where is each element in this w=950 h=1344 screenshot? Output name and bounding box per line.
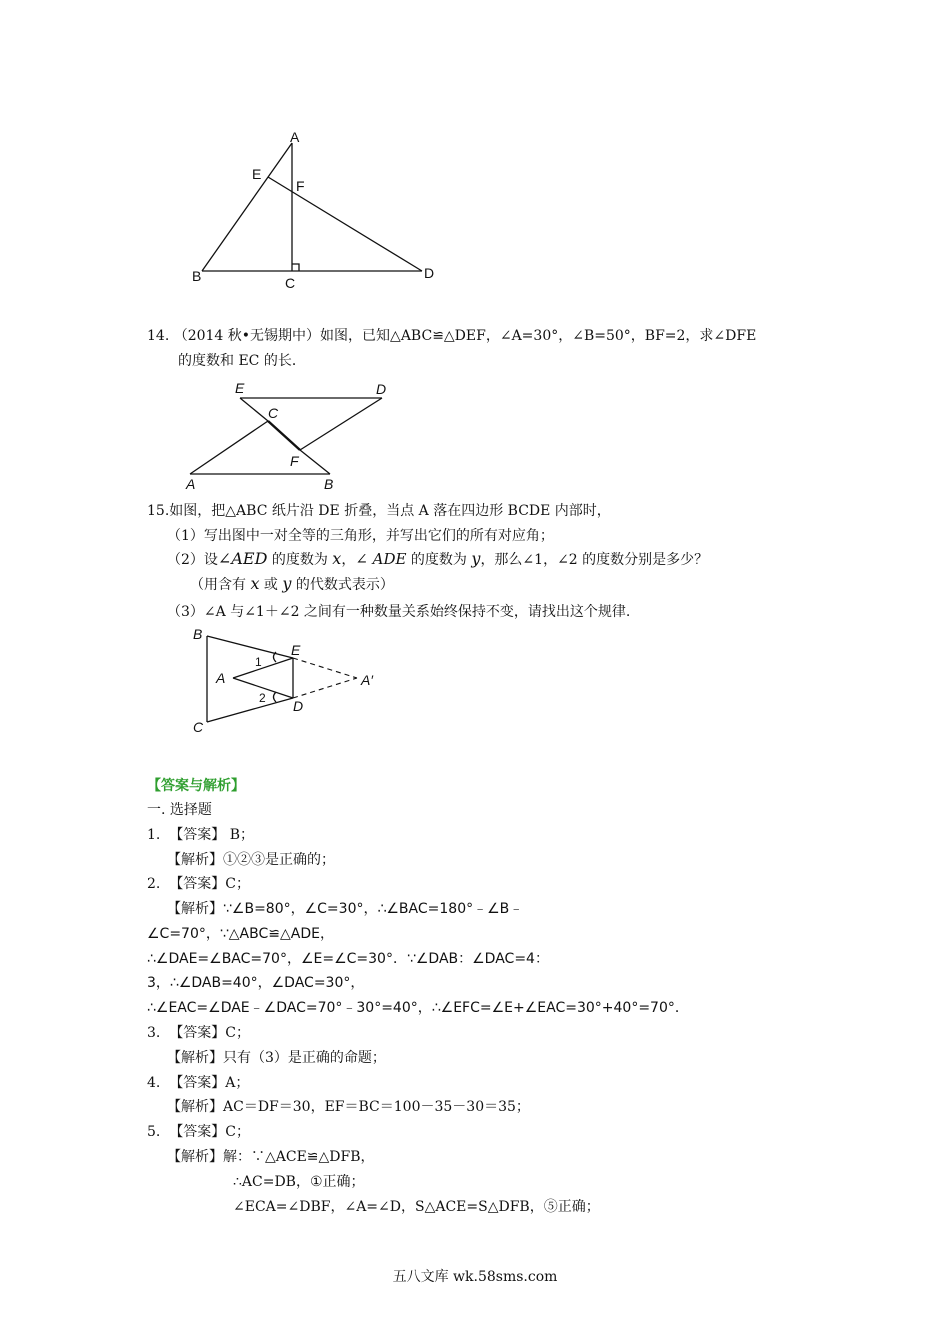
variable-y: y xyxy=(471,549,481,568)
explanation-2-text1: ∵∠B=80°，∠C=30°，∴∠BAC=180°﹣∠B﹣ xyxy=(223,901,524,917)
label-b: B xyxy=(192,268,202,284)
segment-cd xyxy=(207,698,293,722)
explanation-4 xyxy=(167,1097,530,1117)
label-d: D xyxy=(293,698,304,714)
label-c: C xyxy=(285,275,296,291)
label-e: E xyxy=(291,642,301,658)
segment-ac xyxy=(190,421,268,474)
answer-3 xyxy=(147,1023,250,1043)
segment-ec xyxy=(240,398,268,421)
figure-right-triangle xyxy=(180,125,460,295)
spacer xyxy=(160,1124,169,1140)
label-a: A xyxy=(186,476,196,492)
answer-4-num: 4. xyxy=(147,1075,161,1091)
answers-section-title: 一. 选择题 xyxy=(147,802,212,818)
segment-be xyxy=(207,636,293,658)
explanation-4-tag: 【解析】 xyxy=(167,1099,223,1115)
answer-5-value: C； xyxy=(225,1124,250,1140)
label-f: F xyxy=(290,453,299,469)
q15-text-line5: （3）∠A 与∠1＋∠2 之间有一种数量关系始终保持不变，请找出这个规律. xyxy=(167,604,631,620)
q15-text-line1: 15.如图，把△ABC 纸片沿 DE 折叠，当点 A 落在四边形 BCDE 内部时， xyxy=(147,503,611,519)
angle-2-arc xyxy=(274,692,277,702)
explanation-5-line2: ∴AC=DB，①正确； xyxy=(233,1174,365,1190)
variable-y: y xyxy=(282,574,292,593)
q15-line4-part-c: 的代数式表示） xyxy=(291,577,394,593)
label-e: E xyxy=(252,166,262,182)
explanation-2-line1 xyxy=(167,899,523,919)
explanation-3-text: 只有（3）是正确的命题； xyxy=(223,1050,386,1066)
answer-4-tag: 【答案】 xyxy=(169,1075,226,1091)
answers-heading: 【答案与解析】 xyxy=(147,778,245,794)
spacer xyxy=(160,1025,169,1041)
label-a: A xyxy=(216,670,226,686)
q15-text-line2: （1）写出图中一对全等的三角形，并写出它们的所有对应角； xyxy=(167,528,554,544)
answer-5-tag: 【答案】 xyxy=(169,1124,226,1140)
segment-ab xyxy=(202,143,292,271)
answer-4 xyxy=(147,1073,249,1093)
q15-line3-part-b: 的度数为 xyxy=(267,552,333,568)
dashed-segment-da-prime xyxy=(293,678,357,698)
label-angle-1: 1 xyxy=(255,655,262,669)
variable-x: x xyxy=(332,549,342,568)
explanation-1-text: ①②③是正确的； xyxy=(223,852,335,868)
spacer xyxy=(160,1075,169,1091)
dashed-segment-ea-prime xyxy=(293,658,357,678)
segment-df xyxy=(300,398,382,450)
answer-1-tag: 【答案】 xyxy=(169,827,226,843)
explanation-2-line4: 3，∴∠DAB=40°，∠DAC=30°， xyxy=(147,975,365,991)
figure-folded-triangle xyxy=(185,622,395,742)
segment-ae xyxy=(233,658,293,678)
explanation-2-line3: ∴∠DAE=∠BAC=70°，∠E=∠C=30°．∵∠DAB：∠DAC=4： xyxy=(147,951,549,967)
segment-bf xyxy=(300,450,330,474)
q15-line3-part-e: ，那么∠1，∠2 的度数分别是多少？ xyxy=(480,552,709,568)
answer-4-value: A； xyxy=(225,1075,250,1091)
explanation-5-tag: 【解析】 xyxy=(167,1149,223,1165)
answer-1-num: 1. xyxy=(147,827,161,843)
variable-x: x xyxy=(250,574,260,593)
explanation-5-line3: ∠ECA=∠DBF，∠A=∠D，S△ACE=S△DFB，⑤正确； xyxy=(233,1199,600,1215)
explanation-4-text: AC＝DF＝30，EF＝BC＝100－35－30＝35； xyxy=(223,1099,530,1115)
q15-line3-part-a: （2）设 xyxy=(167,552,218,568)
spacer xyxy=(160,876,169,892)
explanation-3-tag: 【解析】 xyxy=(167,1050,223,1066)
q15-line4-part-b: 或 xyxy=(259,577,283,593)
answer-5 xyxy=(147,1122,250,1142)
label-d: D xyxy=(424,265,435,281)
segment-cf xyxy=(268,421,300,450)
label-a: A xyxy=(290,129,300,145)
explanation-2-line5: ∴∠EAC=∠DAE﹣∠DAC=70°﹣30°=40°，∴∠EFC=∠E+∠EAC=30°+40°=70°． xyxy=(147,1000,689,1016)
answer-3-value: C； xyxy=(225,1025,250,1041)
label-angle-2: 2 xyxy=(259,691,266,705)
q15-text-line3 xyxy=(167,549,708,570)
answer-5-num: 5. xyxy=(147,1124,161,1140)
explanation-5-text1: 解：∵△ACE≌△DFB， xyxy=(223,1149,375,1165)
answer-1 xyxy=(147,825,254,845)
right-angle-mark xyxy=(292,264,299,271)
answer-2-num: 2. xyxy=(147,876,161,892)
label-f: F xyxy=(296,178,305,194)
explanation-5-line1 xyxy=(167,1147,375,1167)
explanation-2-tag: 【解析】 xyxy=(167,901,223,917)
q14-text-line1: 14. （2014 秋•无锡期中）如图，已知△ABC≌△DEF，∠A=30°，∠B=50°，BF=2，求∠DFE xyxy=(147,328,757,344)
segment-ed xyxy=(268,177,422,271)
label-d: D xyxy=(376,381,387,397)
figure-congruent-triangles xyxy=(180,378,400,490)
q14-text-line2: 的度数和 EC 的长． xyxy=(178,353,306,369)
q15-text-line4 xyxy=(190,574,394,595)
answer-2 xyxy=(147,874,250,894)
answer-2-tag: 【答案】 xyxy=(169,876,226,892)
explanation-1 xyxy=(167,850,335,870)
page-footer: 五八文库 wk.58sms.com xyxy=(392,1269,558,1285)
label-e: E xyxy=(235,380,245,396)
label-b: B xyxy=(324,476,334,492)
answer-3-num: 3. xyxy=(147,1025,161,1041)
answer-1-value: B； xyxy=(225,827,255,843)
explanation-3 xyxy=(167,1048,386,1068)
spacer xyxy=(160,827,169,843)
answer-2-value: C； xyxy=(225,876,250,892)
q15-line3-part-d: 的度数为 xyxy=(406,552,472,568)
answer-3-tag: 【答案】 xyxy=(169,1025,226,1041)
label-c: C xyxy=(268,405,279,421)
label-c: C xyxy=(193,719,204,735)
angle-ade: ∠ ADE xyxy=(355,550,407,568)
q15-line3-part-c: ， xyxy=(341,552,356,568)
label-a-prime: A′ xyxy=(361,672,373,688)
explanation-2-line2: ∠C=70°，∵△ABC≌△ADE， xyxy=(147,926,334,942)
explanation-1-tag: 【解析】 xyxy=(167,852,223,868)
label-b: B xyxy=(193,626,203,642)
angle-aed: ∠AED xyxy=(217,549,268,568)
q15-line4-part-a: （用含有 xyxy=(190,577,251,593)
